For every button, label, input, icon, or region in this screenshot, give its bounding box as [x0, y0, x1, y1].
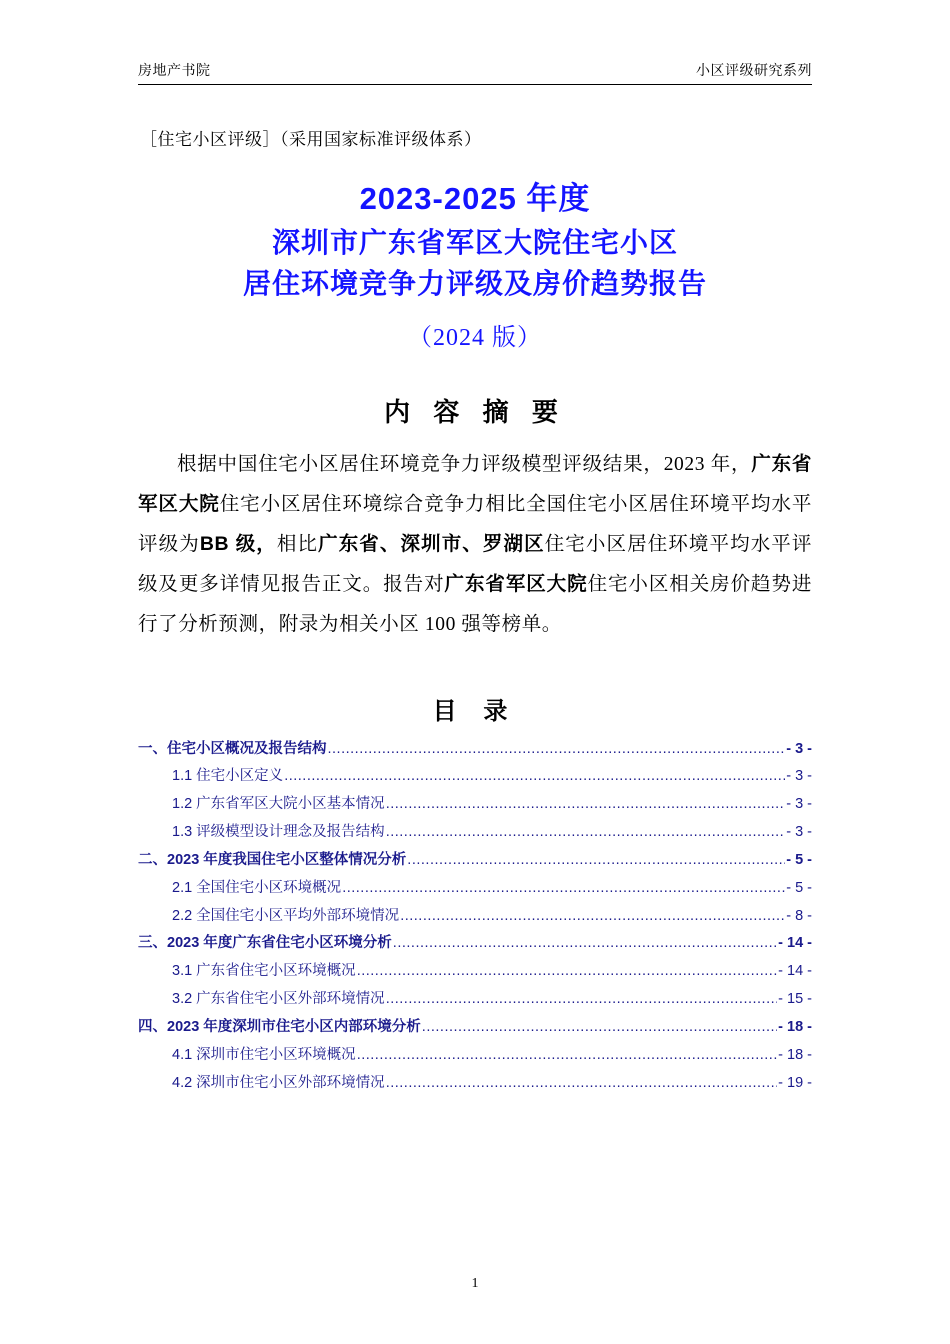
toc-entry-page: - 5 -	[786, 851, 812, 868]
abstract-text: 住宅小区居住环境平均水平评级及更多详情见报告正文。报告对	[138, 533, 812, 595]
toc-leader-dots	[386, 1070, 777, 1098]
toc-leader-dots	[407, 847, 785, 875]
toc-entry-page: - 3 -	[786, 740, 812, 757]
toc-entry-label: 1.2 广东省军区大院小区基本情况	[172, 796, 385, 813]
abstract-text: 相比	[276, 533, 319, 555]
toc-entry[interactable]	[138, 791, 812, 819]
toc-entry-label: 4.2 深圳市住宅小区外部环境情况	[172, 1074, 385, 1091]
abstract-emphasis: BB 级，	[199, 532, 277, 555]
toc-leader-dots	[393, 930, 777, 958]
header-left-text: 房地产书院	[138, 62, 211, 78]
toc-entry[interactable]	[138, 958, 812, 986]
toc-leader-dots	[328, 736, 786, 764]
toc-entry-page: - 14 -	[778, 963, 812, 980]
toc-entry-label: 二、2023 年度我国住宅小区整体情况分析	[138, 851, 407, 868]
header-right-text: 小区评级研究系列	[696, 62, 812, 78]
toc-entry-label: 三、2023 年度广东省住宅小区环境分析	[138, 935, 392, 952]
toc-entry[interactable]	[138, 930, 812, 958]
abstract-heading: 内 容 摘 要	[384, 396, 566, 427]
abstract-text: 住宅小区居住环境综合竞争力相比全国住宅小区居住环境平均水平评级为	[138, 493, 813, 555]
toc-entry-label: 4.1 深圳市住宅小区环境概况	[172, 1046, 356, 1063]
title-version: （2024 版）	[408, 324, 542, 351]
abstract-text: 根据中国住宅小区居住环境竞争力评级模型评级结果，2023 年，	[177, 453, 752, 475]
toc-entry-label: 3.2 广东省住宅小区外部环境情况	[172, 991, 385, 1008]
toc-entry-page: - 18 -	[778, 1018, 812, 1035]
abstract-emphasis: 广东省、深圳市、罗湖区	[318, 532, 545, 555]
toc-entry[interactable]	[138, 819, 812, 847]
toc-heading: 目 录	[432, 697, 518, 725]
title-year-line: 2023-2025 年度	[359, 181, 591, 216]
toc-leader-dots	[400, 903, 785, 931]
toc-entry-page: - 3 -	[786, 824, 812, 841]
toc-entry-page: - 8 -	[786, 907, 812, 924]
toc-leader-dots	[386, 819, 786, 847]
table-of-contents	[138, 736, 812, 1098]
page-footer	[0, 1276, 950, 1292]
toc-leader-dots	[357, 958, 777, 986]
toc-entry[interactable]	[138, 903, 812, 931]
toc-entry[interactable]	[138, 847, 812, 875]
toc-leader-dots	[284, 763, 785, 791]
toc-leader-dots	[357, 1042, 777, 1070]
page-number: 1	[471, 1276, 479, 1291]
toc-leader-dots	[386, 986, 777, 1014]
toc-entry-page: - 5 -	[786, 879, 812, 896]
report-title	[138, 176, 812, 305]
report-category-line: ［住宅小区评级］（采用国家标准评级体系）	[140, 130, 482, 149]
toc-leader-dots	[386, 791, 786, 819]
title-line-2: 深圳市广东省军区大院住宅小区	[271, 226, 678, 258]
toc-entry-label: 2.1 全国住宅小区环境概况	[172, 879, 342, 896]
toc-entry-page: - 19 -	[778, 1074, 812, 1091]
toc-entry-page: - 15 -	[778, 991, 812, 1008]
toc-entry[interactable]	[138, 875, 812, 903]
title-line-3: 居住环境竞争力评级及房价趋势报告	[242, 268, 707, 300]
abstract-paragraph	[138, 445, 812, 645]
toc-leader-dots	[422, 1014, 777, 1042]
toc-entry-page: - 18 -	[778, 1046, 812, 1063]
toc-entry-label: 1.1 住宅小区定义	[172, 768, 284, 785]
running-header	[138, 60, 812, 85]
toc-entry-label: 四、2023 年度深圳市住宅小区内部环境分析	[138, 1018, 421, 1035]
toc-entry-label: 2.2 全国住宅小区平均外部环境情况	[172, 907, 400, 924]
toc-entry-label: 1.3 评级模型设计理念及报告结构	[172, 824, 385, 841]
toc-entry-page: - 3 -	[786, 768, 812, 785]
toc-entry-page: - 3 -	[786, 796, 812, 813]
toc-entry-label: 一、住宅小区概况及报告结构	[138, 740, 327, 757]
abstract-emphasis: 广东省军区大院	[444, 572, 588, 595]
toc-entry-page: - 14 -	[778, 935, 812, 952]
toc-entry[interactable]	[138, 763, 812, 791]
toc-entry[interactable]	[138, 736, 812, 764]
toc-entry-label: 3.1 广东省住宅小区环境概况	[172, 963, 356, 980]
toc-leader-dots	[342, 875, 785, 903]
toc-entry[interactable]	[138, 1042, 812, 1070]
toc-entry[interactable]	[138, 986, 812, 1014]
toc-entry[interactable]	[138, 1070, 812, 1098]
toc-entry[interactable]	[138, 1014, 812, 1042]
abstract-emphasis: 广东省军区大院	[138, 452, 812, 515]
abstract-text: 住宅小区相关房价趋势进行了分析预测，附录为相关小区 100 强等榜单。	[138, 573, 812, 635]
